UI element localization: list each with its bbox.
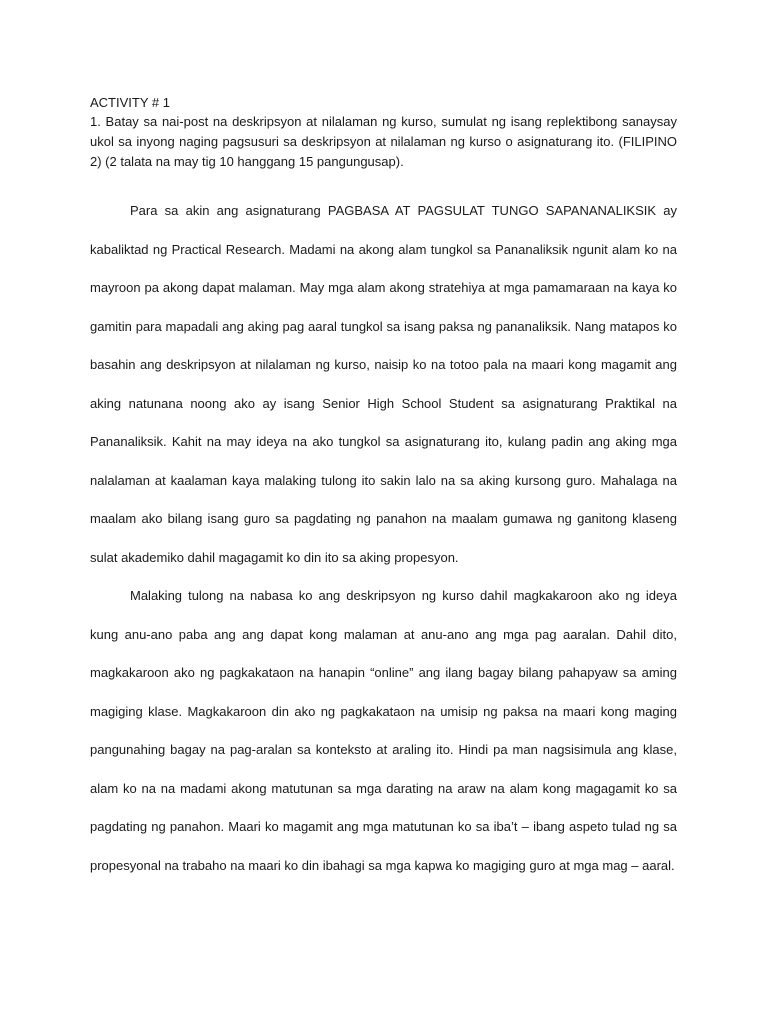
essay-paragraph-2: Malaking tulong na nabasa ko ang deskripsyon ng kurso dahil magkakaroon ako ng ideya kung anu-ano paba ang ang dapat kong malaman at anu-ano ang mga pag aaralan. Dahil dito, magkakaroon ako ng pagkakataon na hanapin “online” ang ilang bagay bilang pahapyaw sa aming magiging klase. Magkakaroon din ako ng pagkakataon na umisip ng paksa na maari kong maging pangunahing bagay na pag-aralan sa konteksto at araling ito. Hindi pa man nagsisimula ang klase, alam ko na na madami akong matutunan sa mga darating na araw na alam kong magagamit ko sa pagdating ng panahon. Maari ko magamit ang mga matutunan ko sa iba’t – ibang aspeto tulad ng sa propesyonal na trabaho na maari ko din ibahagi sa mga kapwa ko magiging guro at mga mag – aaral.: [90, 588, 677, 873]
activity-instructions: 1. Batay sa nai-post na deskripsyon at nilalaman ng kurso, sumulat ng isang replektibong sanaysay ukol sa inyong naging pagsusuri sa deskripsyon at nilalaman ng kurso o asignaturang ito. (FILIPINO 2) (2 talata na may tig 10 hanggang 15 pangungusap).: [90, 114, 677, 169]
activity-heading: ACTIVITY # 1: [90, 95, 170, 110]
essay-paragraph-1: Para sa akin ang asignaturang PAGBASA AT PAGSULAT TUNGO SAPANANALIKSIK ay kabaliktad ng Practical Research. Madami na akong alam tungkol sa Pananaliksik ngunit alam ko na mayroon pa akong dapat malaman. May mga alam akong stratehiya at mga pamamaraan na kaya ko gamitin para mapadali ang aking pag aaral tungkol sa isang paksa ng pananaliksik. Nang matapos ko basahin ang deskripsyon at nilalaman ng kurso, naisip ko na totoo pala na maari kong magamit ang aking natunana noong ako ay isang Senior High School Student sa asignaturang Praktikal na Pananaliksik. Kahit na may ideya na ako tungkol sa asignaturang ito, kulang padin ang aking mga nalalaman at kaalaman kaya malaking tulong ito sakin lalo na sa aking kursong guro. Mahalaga na maalam ako bilang isang guro sa pagdating ng panahon na maalam gumawa ng ganitong klaseng sulat akademiko dahil magagamit ko din ito sa aking propesyon.: [90, 203, 677, 565]
document-page: [90, 94, 677, 885]
